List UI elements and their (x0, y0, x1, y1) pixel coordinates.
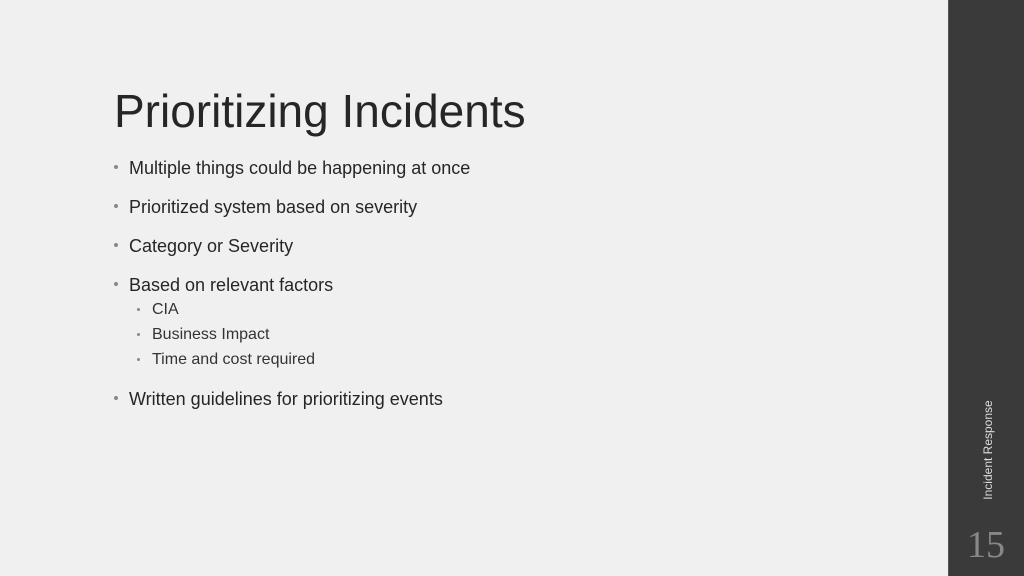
sub-bullet-text: CIA (152, 301, 179, 318)
slide-title: Prioritizing Incidents (114, 85, 526, 137)
bullet-dot-icon (137, 333, 140, 336)
sub-bullet-text: Time and cost required (152, 351, 316, 368)
bullet-text: Multiple things could be happening at once (129, 158, 471, 178)
bullet-dot-icon (114, 282, 118, 286)
bullet-dot-icon (114, 243, 118, 247)
bullet-text: Written guidelines for prioritizing events (129, 389, 443, 409)
section-label: Incident Response (981, 400, 995, 500)
bullet-text: Based on relevant factors (129, 275, 334, 295)
bullet-dot-icon (114, 165, 118, 169)
page-number: 15 (967, 524, 1005, 566)
bullet-dot-icon (137, 358, 140, 361)
bullet-dot-icon (137, 308, 140, 311)
bullet-text: Category or Severity (129, 236, 294, 256)
bullet-text: Prioritized system based on severity (129, 197, 418, 217)
bullet-dot-icon (114, 204, 118, 208)
sub-bullet-text: Business Impact (152, 326, 270, 343)
bullet-dot-icon (114, 396, 118, 400)
